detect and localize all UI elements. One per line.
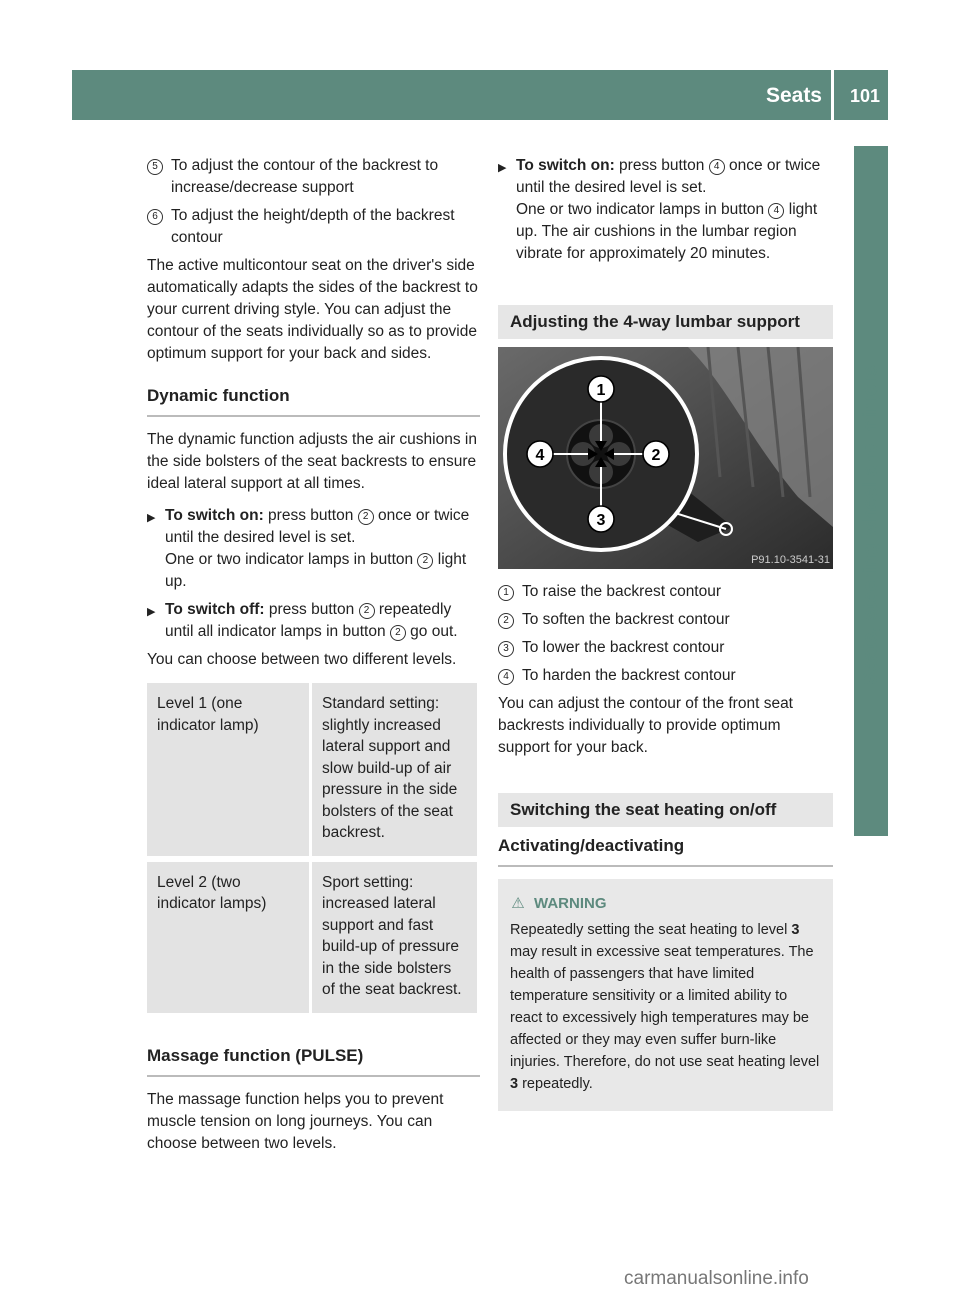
list-item	[498, 665, 833, 687]
callout-number: 4	[709, 159, 725, 175]
lumbar-control-figure	[498, 347, 833, 569]
step-label: To switch on:	[516, 157, 615, 174]
warning-text: may result in excessive seat temperatures. The health of passengers that have limited temperature sensitivity or a limited ability to react to excessively high temperatures may be affected or they may even suffer burn-like injuries. Therefore, do not use seat heating level	[510, 944, 820, 1070]
paragraph: The dynamic function adjusts the air cushions in the side bolsters of the seat backrests to ensure ideal lateral support at all times.	[147, 431, 477, 492]
section-band-lumbar: Adjusting the 4-way lumbar support	[498, 305, 833, 339]
step-text: press button	[614, 157, 709, 174]
table-cell: Sport setting: increased lateral support and fast build-up of pressure in the side bolsters of the seat backrest.	[312, 862, 477, 1013]
step-text: light up. The air cushions in the lumbar region vibrate for approximately 20 minutes.	[516, 201, 818, 262]
step-text: press button	[263, 507, 358, 524]
step-label: To switch on:	[165, 507, 264, 524]
callout-number: 2	[390, 625, 406, 641]
instruction-step	[147, 505, 480, 593]
callout-number: 1	[498, 585, 514, 601]
arrow-icon: ▶	[147, 606, 156, 618]
list-item	[147, 155, 480, 199]
page-number: 101	[849, 86, 880, 106]
step-text: once or twice until the desired level is set.	[516, 157, 821, 196]
paragraph: You can choose between two different levels.	[147, 651, 457, 668]
callout-number: 6	[147, 209, 163, 225]
step-text: One or two indicator lamps in button	[165, 551, 418, 568]
warning-text: repeatedly.	[518, 1076, 593, 1092]
table-cell: Standard setting: slightly increased lateral support and slow build-up of air pressure in the side bolsters of the seat backrest.	[312, 683, 477, 856]
instruction-step	[498, 155, 833, 265]
callout-number: 2	[417, 553, 433, 569]
list-item-text: To adjust the contour of the backrest to increase/decrease support	[171, 157, 439, 196]
list-item	[498, 581, 833, 603]
list-item	[147, 205, 480, 249]
header-divider	[831, 70, 834, 120]
callout-number: 4	[768, 203, 784, 219]
heading-massage-function: Massage function (PULSE)	[147, 1045, 480, 1077]
instruction-step	[147, 599, 480, 643]
table-cell: Level 2 (two indicator lamps)	[147, 862, 309, 1013]
figure-label: 2	[651, 447, 661, 464]
paragraph: The active multicontour seat on the driver's side automatically adapts the sides of the backrest to your current driving style. You can adjust the contour of the seats individually so as to provide optimum support for your back and sides.	[147, 257, 478, 362]
warning-title: WARNING	[534, 895, 607, 912]
callout-number: 3	[498, 641, 514, 657]
warning-title-row	[510, 893, 821, 915]
step-text: One or two indicator lamps in button	[516, 201, 769, 218]
header-bar	[72, 70, 888, 120]
list-item-text: To soften the backrest contour	[522, 611, 730, 628]
section-title: Seats	[765, 84, 822, 107]
callout-number: 2	[358, 509, 374, 525]
warning-text: Repeatedly setting the seat heating to level	[510, 922, 792, 938]
table-row	[147, 862, 477, 1013]
callout-number: 2	[498, 613, 514, 629]
paragraph: You can adjust the contour of the front seat backrests individually to provide optimum support for your back.	[498, 695, 793, 756]
callout-number: 2	[359, 603, 375, 619]
left-column	[147, 155, 480, 1165]
arrow-icon: ▶	[498, 162, 507, 174]
step-text: light up.	[165, 551, 467, 590]
callout-number: 4	[498, 669, 514, 685]
chapter-label: Seats, steering wheel and mirrors	[859, 364, 882, 686]
list-item	[498, 637, 833, 659]
heading-activating: Activating/deactivating	[498, 835, 833, 867]
warning-level: 3	[791, 922, 800, 938]
step-text: go out.	[405, 623, 458, 640]
figure-code: P91.10-3541-31	[751, 554, 830, 566]
warning-level: 3	[510, 1076, 519, 1092]
footer-watermark: carmanualsonline.info	[624, 1268, 809, 1289]
list-item-text: To lower the backrest contour	[522, 639, 725, 656]
figure-label: 1	[596, 382, 606, 399]
step-text: repeatedly until all indicator lamps in button	[165, 601, 452, 640]
warning-icon: ⚠	[511, 895, 525, 912]
table-cell: Level 1 (one indicator lamp)	[147, 683, 309, 856]
right-column	[498, 155, 833, 1111]
figure-label: 3	[596, 512, 606, 529]
section-band-seat-heating: Switching the seat heating on/off	[498, 793, 833, 827]
paragraph: The massage function helps you to prevent muscle tension on long journeys. You can choose between two levels.	[147, 1090, 444, 1152]
step-text: once or twice until the desired level is set.	[165, 507, 470, 546]
step-text: press button	[264, 601, 359, 618]
list-item-text: To adjust the height/depth of the backrest contour	[171, 207, 455, 246]
lumbar-figure-graphic	[498, 347, 833, 569]
table-row	[147, 683, 477, 856]
list-item	[498, 609, 833, 631]
levels-table	[144, 683, 480, 1013]
list-item-text: To raise the backrest contour	[522, 583, 722, 600]
arrow-icon: ▶	[147, 512, 156, 524]
warning-box	[498, 879, 833, 1111]
callout-number: 5	[147, 159, 163, 175]
heading-dynamic-function: Dynamic function	[147, 385, 480, 417]
list-item-text: To harden the backrest contour	[522, 667, 736, 684]
step-label: To switch off:	[165, 601, 265, 618]
figure-label: 4	[535, 447, 545, 464]
